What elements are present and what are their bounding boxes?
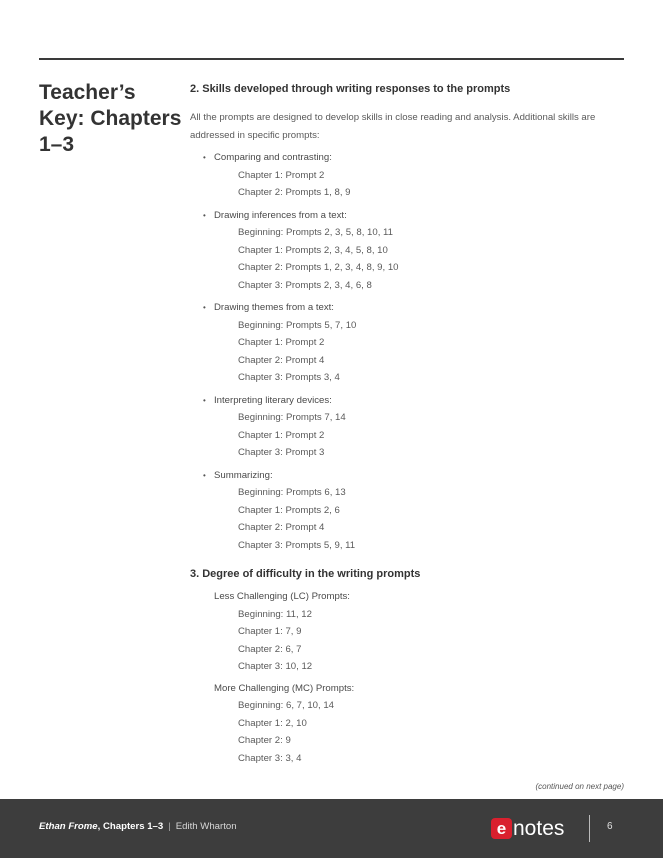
list-item xyxy=(190,299,620,387)
list-item xyxy=(190,392,620,462)
sub-item: Chapter 3: Prompts 3, 4 xyxy=(238,372,340,383)
footer-book-title: Ethan Frome xyxy=(39,821,98,832)
sub-item: Chapter 1: Prompt 2 xyxy=(238,337,325,348)
sub-list xyxy=(214,697,620,767)
top-rule xyxy=(39,58,624,60)
sub-item: Chapter 1: Prompt 2 xyxy=(238,169,325,181)
sub-item: Chapter 2: 9 xyxy=(238,735,291,746)
footer-chapters: , Chapters 1–3 xyxy=(97,821,164,832)
section2-intro: All the prompts are designed to develop skills in close reading and analysis. Additional skills are addressed in specific prompts: xyxy=(190,112,596,141)
group-label: Drawing themes from a text: xyxy=(214,302,334,313)
list-item xyxy=(190,149,620,202)
sub-item: Beginning: Prompts 2, 3, 5, 8, 10, 11 xyxy=(238,227,394,238)
sub-item: Chapter 2: Prompt 4 xyxy=(238,522,325,533)
bullet-icon: • xyxy=(203,153,206,162)
bullet-icon: • xyxy=(203,395,206,405)
sub-list xyxy=(214,409,620,462)
sub-item: Chapter 1: Prompt 2 xyxy=(238,429,325,441)
sub-item: Chapter 2: 6, 7 xyxy=(238,643,302,655)
main-content xyxy=(190,81,620,771)
side-title: Teacher’s Key: Chapters 1–3 xyxy=(39,81,182,156)
footer-author: Edith Wharton xyxy=(175,821,237,832)
section2-heading: 2. Skills developed through writing responses to the prompts xyxy=(190,83,511,95)
sub-item: Chapter 3: Prompts 2, 3, 4, 6, 8 xyxy=(238,279,372,291)
section3 xyxy=(190,566,620,767)
list-item xyxy=(190,467,620,555)
sub-item: Chapter 3: Prompts 5, 9, 11 xyxy=(238,539,356,551)
group-label: Less Challenging (LC) Prompts: xyxy=(214,591,350,602)
list-item xyxy=(190,680,620,768)
footer xyxy=(0,799,663,858)
group-label: Drawing inferences from a text: xyxy=(214,209,347,221)
sub-item: Beginning: Prompts 6, 13 xyxy=(238,487,346,498)
sub-item: Chapter 1: Prompts 2, 6 xyxy=(238,504,340,516)
sub-item: Chapter 2: Prompt 4 xyxy=(238,354,325,366)
sub-item: Beginning: Prompts 7, 14 xyxy=(238,412,346,423)
enotes-logo-text: notes xyxy=(513,816,565,840)
list-item xyxy=(190,588,620,676)
skills-list xyxy=(190,149,620,554)
sub-item: Chapter 1: 2, 10 xyxy=(238,717,307,729)
sub-item: Beginning: Prompts 5, 7, 10 xyxy=(238,319,357,331)
list-item xyxy=(190,207,620,295)
footer-citation xyxy=(39,821,237,832)
sub-list xyxy=(214,167,620,202)
group-label: Summarizing: xyxy=(214,469,273,481)
sub-item: Beginning: 11, 12 xyxy=(238,608,312,620)
bullet-icon: • xyxy=(203,210,206,220)
sub-item: Chapter 1: 7, 9 xyxy=(238,626,302,637)
continued-note: (continued on next page) xyxy=(535,782,624,791)
sub-item: Beginning: 6, 7, 10, 14 xyxy=(238,700,335,711)
group-label: Interpreting literary devices: xyxy=(214,394,332,406)
sub-item: Chapter 2: Prompts 1, 8, 9 xyxy=(238,187,351,198)
sub-list xyxy=(214,317,620,387)
bullet-icon: • xyxy=(203,470,206,480)
footer-separator: | xyxy=(168,821,171,832)
enotes-logo xyxy=(491,815,564,841)
sub-item: Chapter 1: Prompts 2, 3, 4, 5, 8, 10 xyxy=(238,244,388,256)
group-label: Comparing and contrasting: xyxy=(214,152,332,163)
page-number: 6 xyxy=(607,821,613,832)
group-label: More Challenging (MC) Prompts: xyxy=(214,682,355,694)
sub-item: Chapter 3: 10, 12 xyxy=(238,661,313,672)
enotes-logo-e-icon: e xyxy=(491,818,512,839)
difficulty-list xyxy=(190,588,620,767)
sub-item: Chapter 3: Prompt 3 xyxy=(238,447,325,458)
sub-item: Chapter 2: Prompts 1, 2, 3, 4, 8, 9, 10 xyxy=(238,262,399,273)
section3-heading: 3. Degree of difficulty in the writing prompts xyxy=(190,568,421,580)
sub-list xyxy=(214,224,620,294)
bullet-icon: • xyxy=(203,303,206,312)
sub-item: Chapter 3: 3, 4 xyxy=(238,752,302,764)
sub-list xyxy=(214,484,620,554)
footer-divider xyxy=(589,815,590,842)
sub-list xyxy=(214,606,620,676)
